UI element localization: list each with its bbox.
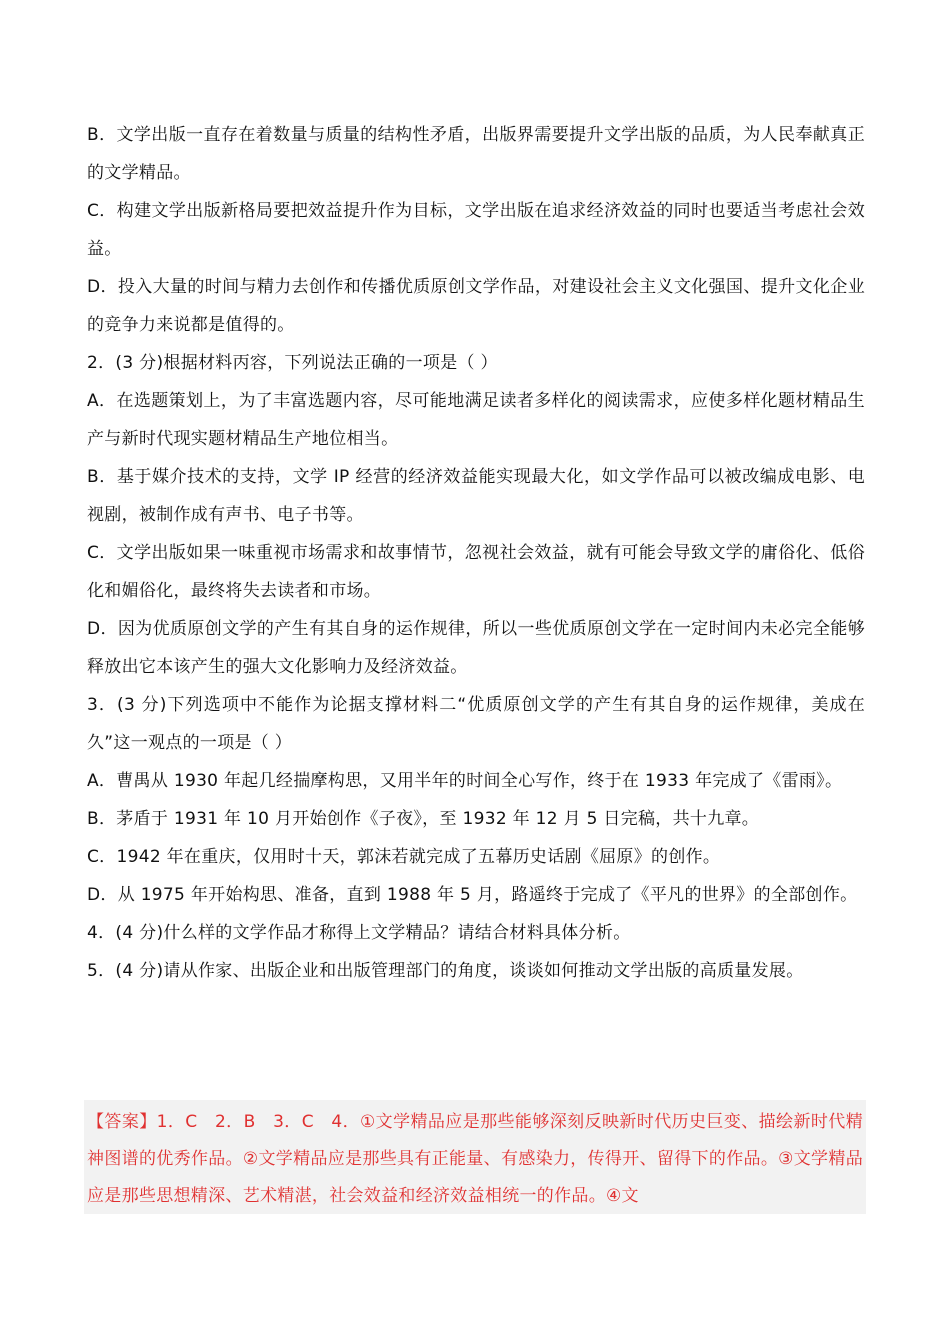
question-5: 5．(4 分)请从作家、出版企业和出版管理部门的角度，谈谈如何推动文学出版的高质量发展。 (87, 961, 804, 981)
option-a-q2: A．在选题策划上，为了丰富选题内容，尽可能地满足读者多样化的阅读需求，应使多样化题材精品生产与新时代现实题材精品生产地位相当。 (87, 391, 865, 449)
option-b-q1: B．文学出版一直存在着数量与质量的结构性矛盾，出版界需要提升文学出版的品质，为人民奉献真正的文学精品。 (87, 125, 865, 183)
option-d-q1: D．投入大量的时间与精力去创作和传播优质原创文学作品，对建设社会主义文化强国、提升文化企业的竞争力来说都是值得的。 (87, 277, 865, 335)
question-4: 4．(4 分)什么样的文学作品才称得上文学精品？请结合材料具体分析。 (87, 923, 631, 943)
option-d-q3: D．从 1975 年开始构思、准备，直到 1988 年 5 月，路遥终于完成了《平凡的世界》的全部创作。 (87, 885, 858, 905)
answer-text: 【答案】1．C 2．B 3．C 4．①文学精品应是那些能够深刻反映新时代历史巨变、描绘新时代精神图谱的优秀作品。②文学精品应是那些具有正能量、有感染力，传得开、留得下的作品。③文学精品应是那些思想精深、艺术精湛，社会效益和经济效益相统一的作品。④文 (87, 1112, 863, 1206)
answer-box (84, 1100, 866, 1214)
option-b-q2: B．基于媒介技术的支持，文学 IP 经营的经济效益能实现最大化，如文学作品可以被改编成电影、电视剧，被制作成有声书、电子书等。 (87, 467, 865, 525)
option-c-q1: C．构建文学出版新格局要把效益提升作为目标，文学出版在追求经济效益的同时也要适当考虑社会效益。 (87, 201, 865, 259)
option-c-q3: C．1942 年在重庆，仅用时十天，郭沫若就完成了五幕历史话剧《屈原》的创作。 (87, 847, 721, 867)
option-c-q2: C．文学出版如果一味重视市场需求和故事情节，忽视社会效益，就有可能会导致文学的庸俗化、低俗化和媚俗化，最终将失去读者和市场。 (87, 543, 865, 601)
question-content (87, 116, 865, 990)
question-2: 2．(3 分)根据材料丙容，下列说法正确的一项是（ ） (87, 353, 498, 373)
option-b-q3: B．茅盾于 1931 年 10 月开始创作《子夜》，至 1932 年 12 月 5 日完稿，共十九章。 (87, 809, 760, 829)
option-a-q3: A．曹禺从 1930 年起几经揣摩构思，又用半年的时间全心写作，终于在 1933 年完成了《雷雨》。 (87, 771, 843, 791)
option-d-q2: D．因为优质原创文学的产生有其自身的运作规律，所以一些优质原创文学在一定时间内未必完全能够释放出它本该产生的强大文化影响力及经济效益。 (87, 619, 865, 677)
question-3: 3．(3 分)下列选项中不能作为论据支撑材料二“优质原创文学的产生有其自身的运作规律，美成在久”这一观点的一项是（ ） (87, 695, 865, 753)
